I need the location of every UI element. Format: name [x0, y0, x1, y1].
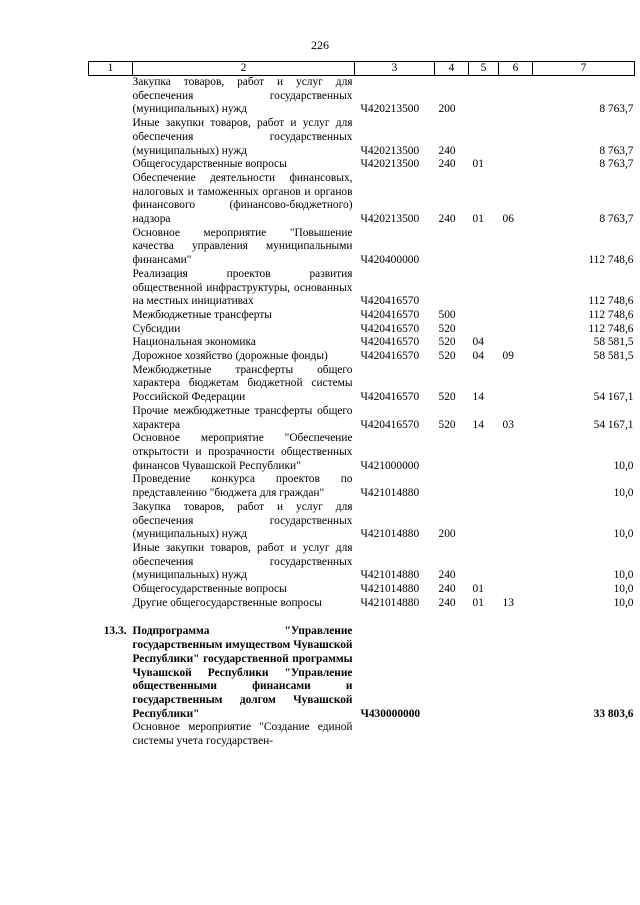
row-sum: 112 748,6 — [588, 254, 634, 267]
table-row — [89, 323, 635, 337]
row-expense-type: 520 — [438, 391, 456, 404]
table-row — [89, 227, 635, 268]
row-subsection — [499, 268, 533, 309]
spacer-cell — [89, 610, 635, 623]
row-subsection — [499, 76, 533, 118]
row-subsection — [499, 336, 533, 350]
row-description: Закупка товаров, работ и услуг для обеспечения государственных (муниципальных) нужд — [132, 76, 353, 116]
row-number — [89, 76, 133, 118]
row-section: 01 — [472, 158, 484, 171]
empty-cell — [533, 721, 635, 748]
row-section — [469, 473, 499, 500]
column-header: 2 — [133, 62, 355, 76]
row-description: Закупка товаров, работ и услуг для обеспечения государственных (муниципальных) нужд — [132, 500, 353, 541]
row-sum: 8 763,7 — [599, 144, 634, 157]
row-code: Ч420213500 — [360, 158, 420, 171]
table-row — [89, 473, 635, 500]
page-number: 226 — [311, 38, 329, 52]
row-code: Ч420416570 — [360, 418, 420, 431]
row-description: Прочие межбюджетные трансферты общего характера — [132, 404, 353, 431]
empty-cell — [499, 721, 533, 748]
row-sum: 58 581,5 — [593, 350, 634, 363]
row-expense-type: 500 — [438, 308, 456, 321]
table-row — [89, 405, 635, 432]
subprogram-sum: 33 803,6 — [593, 707, 634, 720]
subprogram-code: Ч430000000 — [360, 707, 421, 720]
row-number — [89, 364, 133, 405]
row-expense-type: 520 — [438, 350, 456, 363]
row-subsection — [499, 117, 533, 158]
row-description: Общегосударственные вопросы — [132, 583, 287, 596]
column-header: 1 — [89, 62, 133, 76]
column-header: 7 — [533, 62, 635, 76]
row-section — [469, 542, 499, 583]
empty-cell — [469, 721, 499, 748]
row-section: 01 — [472, 583, 484, 596]
budget-table — [88, 61, 635, 749]
row-number — [89, 158, 133, 172]
table-row — [89, 364, 635, 405]
table-row — [89, 583, 635, 597]
row-code: Ч421014880 — [360, 528, 420, 541]
row-number — [89, 542, 133, 583]
row-section: 14 — [472, 391, 484, 404]
row-section — [469, 227, 499, 268]
row-section: 14 — [472, 418, 484, 431]
row-subsection: 09 — [502, 350, 514, 363]
row-description: Основное мероприятие "Создание единой системы учета государствен- — [132, 721, 353, 748]
row-sum: 10,0 — [613, 569, 634, 582]
row-code: Ч420416570 — [360, 336, 420, 349]
row-number — [89, 597, 133, 611]
row-code: Ч420416570 — [360, 350, 420, 363]
row-sum: 54 167,1 — [593, 391, 634, 404]
row-number — [89, 268, 133, 309]
row-sum: 10,0 — [613, 459, 634, 472]
row-expense-type: 520 — [438, 322, 456, 335]
row-section — [469, 501, 499, 542]
row-description: Иные закупки товаров, работ и услуг для обеспечения государственных (муниципальных) нужд — [132, 117, 353, 157]
row-number — [89, 323, 133, 337]
table-row — [89, 501, 635, 542]
row-subsection: 06 — [502, 213, 514, 226]
column-header: 4 — [435, 62, 469, 76]
row-code: Ч421014880 — [360, 569, 420, 582]
table-row — [89, 268, 635, 309]
row-code: Ч421014880 — [360, 596, 420, 609]
subprogram-description: Подпрограмма "Управление государственным имуществом Чувашской Республики" государственной программы Чувашской Республики "Управление общественными финансами и государственным долгом Чувашской Республики" — [132, 625, 353, 720]
table-row — [89, 597, 635, 611]
row-expense-type: 240 — [438, 583, 456, 596]
table-row — [89, 76, 635, 118]
row-code: Ч421000000 — [360, 459, 420, 472]
row-section: 01 — [472, 213, 484, 226]
row-expense-type: 240 — [438, 158, 456, 171]
row-expense-type: 240 — [438, 213, 456, 226]
row-number — [89, 172, 133, 227]
row-number — [89, 583, 133, 597]
row-description: Обеспечение деятельности финансовых, налоговых и таможенных органов и органов финансового (финансово-бюджетного) надзора — [132, 171, 353, 226]
row-subsection — [499, 432, 533, 473]
table-row — [89, 309, 635, 323]
table-row — [89, 336, 635, 350]
row-subsection — [499, 473, 533, 500]
row-code: Ч420416570 — [360, 391, 420, 404]
row-description: Другие общегосударственные вопросы — [132, 596, 322, 609]
row-description: Дорожное хозяйство (дорожные фонды) — [132, 350, 328, 363]
empty-cell — [355, 721, 435, 748]
row-number — [89, 336, 133, 350]
table-row — [89, 172, 635, 227]
row-expense-type: 200 — [438, 528, 456, 541]
row-subsection — [499, 501, 533, 542]
empty-cell — [435, 623, 469, 721]
row-description: Реализация проектов развития общественной инфраструктуры, основанных на местных инициативах — [132, 267, 353, 308]
table-row — [89, 542, 635, 583]
row-expense-type: 240 — [438, 596, 456, 609]
row-code: Ч420213500 — [360, 144, 420, 157]
empty-cell — [469, 623, 499, 721]
row-subsection — [499, 309, 533, 323]
column-header: 5 — [469, 62, 499, 76]
row-subsection — [499, 583, 533, 597]
row-sum: 112 748,6 — [588, 308, 634, 321]
table-row — [89, 432, 635, 473]
table-row — [89, 158, 635, 172]
row-expense-type: 520 — [438, 418, 456, 431]
row-section — [469, 117, 499, 158]
table-row — [89, 350, 635, 364]
row-number — [89, 117, 133, 158]
row-sum: 8 763,7 — [599, 158, 634, 171]
row-code: Ч420213500 — [360, 103, 420, 116]
row-sum: 10,0 — [613, 487, 634, 500]
row-section — [469, 309, 499, 323]
row-section: 01 — [472, 596, 484, 609]
row-subsection — [499, 323, 533, 337]
empty-cell — [435, 721, 469, 748]
spacer-row — [89, 610, 635, 623]
row-sum: 10,0 — [613, 528, 634, 541]
row-expense-type: 520 — [438, 336, 456, 349]
row-sum: 112 748,6 — [588, 295, 634, 308]
row-code: Ч421014880 — [360, 583, 420, 596]
row-code: Ч420400000 — [360, 254, 420, 267]
row-section — [469, 76, 499, 118]
column-header: 6 — [499, 62, 533, 76]
row-expense-type: 200 — [438, 103, 456, 116]
row-code: Ч421014880 — [360, 487, 420, 500]
row-number — [89, 405, 133, 432]
row-description: Основное мероприятие "Повышение качества управления муниципальными финансами" — [132, 226, 353, 267]
row-description: Межбюджетные трансферты — [132, 308, 272, 321]
row-subsection — [499, 542, 533, 583]
row-number — [89, 501, 133, 542]
row-subsection: 13 — [502, 596, 514, 609]
row-code: Ч420213500 — [360, 213, 420, 226]
row-section — [469, 323, 499, 337]
row-sum: 8 763,7 — [599, 213, 634, 226]
row-section: 04 — [472, 336, 484, 349]
row-expense-type — [435, 268, 469, 309]
table-row-continued — [89, 721, 635, 748]
row-expense-type — [435, 227, 469, 268]
empty-cell — [89, 721, 133, 748]
table-row — [89, 117, 635, 158]
row-expense-type — [435, 473, 469, 500]
subprogram-row — [89, 623, 635, 721]
row-sum: 10,0 — [613, 596, 634, 609]
column-header: 3 — [355, 62, 435, 76]
row-sum: 112 748,6 — [588, 322, 634, 335]
row-section: 04 — [472, 350, 484, 363]
row-code: Ч420416570 — [360, 308, 420, 321]
row-subsection — [499, 227, 533, 268]
row-sum: 10,0 — [613, 583, 634, 596]
subprogram-number: 13.3. — [103, 625, 127, 638]
row-sum: 54 167,1 — [593, 418, 634, 431]
row-description: Общегосударственные вопросы — [132, 158, 287, 171]
row-description: Национальная экономика — [132, 336, 256, 349]
row-code: Ч420416570 — [360, 322, 420, 335]
row-number — [89, 350, 133, 364]
row-sum: 58 581,5 — [593, 336, 634, 349]
row-description: Иные закупки товаров, работ и услуг для обеспечения государственных (муниципальных) нужд — [132, 541, 353, 582]
row-number — [89, 473, 133, 500]
empty-cell — [499, 623, 533, 721]
row-description: Субсидии — [132, 322, 181, 335]
row-sum: 8 763,7 — [599, 103, 634, 116]
row-expense-type: 240 — [438, 569, 456, 582]
row-number — [89, 227, 133, 268]
row-number — [89, 432, 133, 473]
row-code: Ч420416570 — [360, 295, 420, 308]
row-description: Межбюджетные трансферты общего характера бюджетам бюджетной системы Российской Федерации — [132, 363, 353, 404]
row-section — [469, 268, 499, 309]
row-description: Основное мероприятие "Обеспечение открытости и прозрачности общественных финансов Чувашской Республики" — [132, 432, 353, 472]
row-expense-type — [435, 432, 469, 473]
row-subsection: 03 — [502, 418, 514, 431]
row-description: Проведение конкурса проектов по представлению "бюджета для граждан" — [132, 473, 353, 500]
column-number-header — [89, 62, 635, 76]
row-section — [469, 432, 499, 473]
table-body — [89, 76, 635, 749]
row-number — [89, 309, 133, 323]
row-subsection — [499, 158, 533, 172]
row-expense-type: 240 — [438, 144, 456, 157]
row-subsection — [499, 364, 533, 405]
